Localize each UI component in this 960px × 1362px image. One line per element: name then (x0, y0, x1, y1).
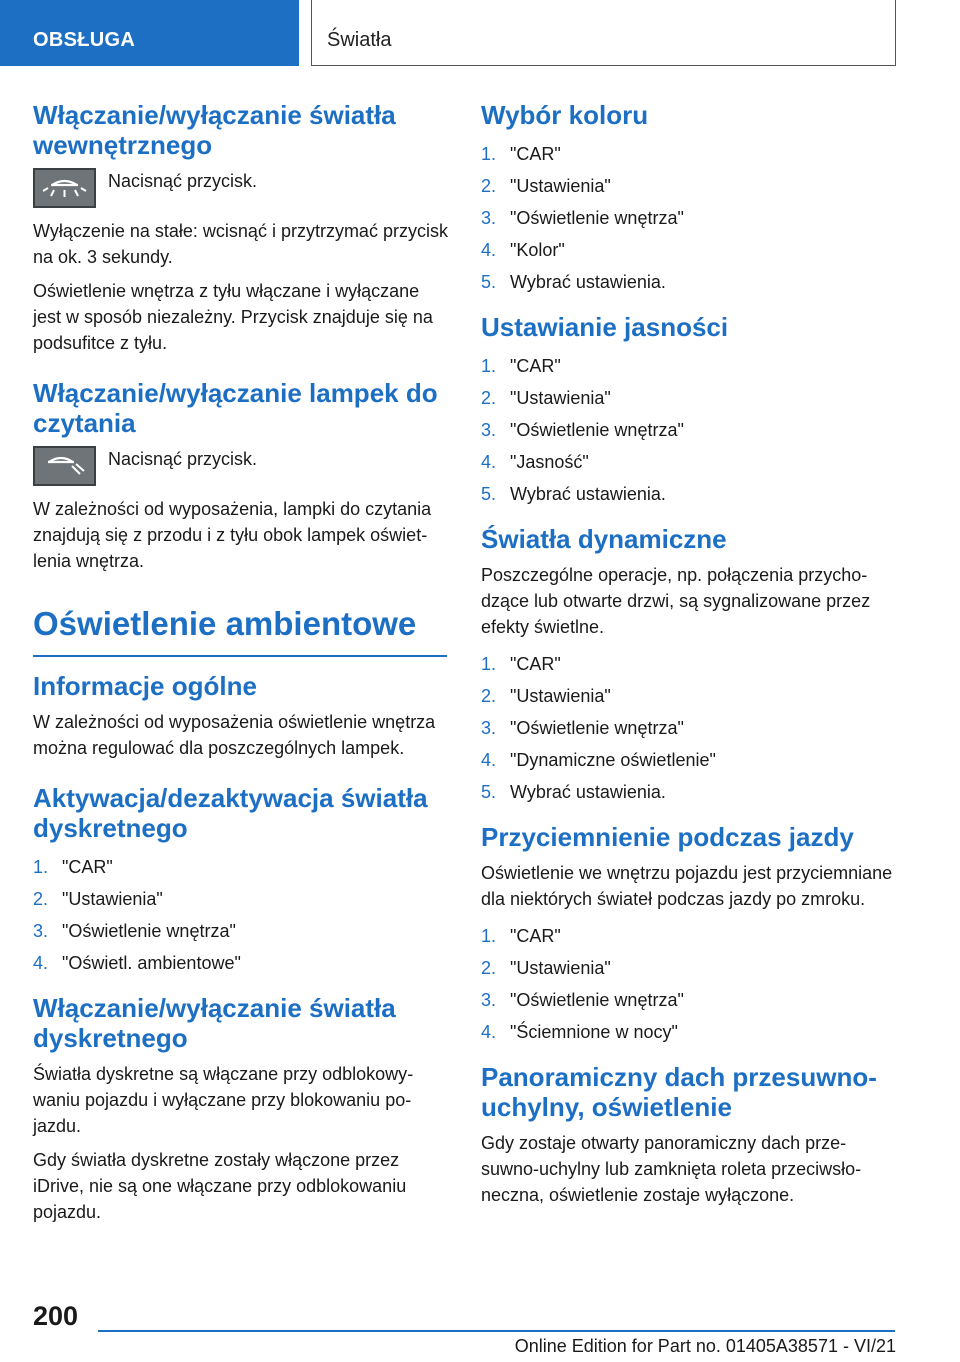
section-title: Przyciemnienie podczas jazdy (481, 822, 854, 852)
paragraph: Światła dyskretne są włączane przy odblokowywaniu pojazdu i wyłączane przy blokowaniu pojazdu. (33, 1063, 414, 1136)
section-title: Informacje ogólne (33, 670, 257, 701)
section-title: Włączanie/wyłączanie światła wewnętrznego (33, 100, 396, 160)
list-item: 1. "CAR" (33, 856, 113, 877)
section-title: Wybór koloru (481, 100, 649, 130)
steps-list (481, 648, 897, 808)
section-title: Włączanie/wyłączanie światła dyskretnego (33, 992, 396, 1053)
page-header (0, 0, 960, 66)
page-number: 200 (33, 1301, 79, 1331)
list-item: 4. "Dynamiczne oświetlenie" (481, 750, 716, 770)
section-title: Światła dynamiczne (481, 524, 727, 554)
interior-light-icon (33, 168, 96, 208)
list-item: 4. "Kolor" (481, 240, 565, 260)
chapter-title: Światła (311, 0, 896, 66)
list-item: 4. "Oświetl. ambientowe" (33, 952, 241, 973)
list-item: 1. "CAR" (481, 144, 561, 164)
steps-list (481, 138, 897, 298)
list-item: 2. "Ustawienia" (481, 176, 611, 196)
list-item: 2. "Ustawienia" (481, 958, 611, 978)
paragraph: Gdy zostaje otwarty panoramiczny dach przesuwno-uchylny lub zamknięta roleta przeciwsłoneczna, oświetlenie zostaje wyłączone. (481, 1133, 862, 1205)
list-item: 5. Wybrać ustawienia. (481, 484, 666, 504)
list-item: 1. "CAR" (481, 654, 561, 674)
paragraph: W zależności od wyposażenia, lampki do czytania znajdują się z przodu i z tyłu obok lampek oświetlenia wnętrza. (33, 499, 432, 571)
left-column (33, 100, 449, 1233)
section-tab: OBSŁUGA (0, 0, 299, 66)
button-row (33, 446, 449, 486)
list-item: 3. "Oświetlenie wnętrza" (481, 420, 684, 440)
heading-rule (33, 655, 447, 657)
list-item: 2. "Ustawienia" (33, 888, 163, 909)
section-title: Panoramiczny dach przesuwno-uchylny, oświetlenie (481, 1062, 877, 1122)
paragraph: Poszczególne operacje, np. połączenia przychodzące lub otwarte drzwi, są sygnalizowane przez efekty świetlne. (481, 565, 871, 637)
page-footer (0, 1290, 960, 1362)
list-item: 3. "Oświetlenie wnętrza" (481, 718, 684, 738)
right-column (481, 100, 897, 1216)
list-item: 3. "Oświetlenie wnętrza" (481, 990, 684, 1010)
reading-light-icon (33, 446, 96, 486)
section-title: Ustawianie jasności (481, 312, 729, 342)
steps-list (33, 851, 449, 979)
edition-text: Online Edition for Part no. 01405A38571 - VI/21 (514, 1336, 896, 1356)
section-title: Włączanie/wyłączanie lampek do czytania (33, 378, 438, 438)
paragraph: Gdy światła dyskretne zostały włączone przez iDrive, nie są one włączane przy odblokowaniu pojazdu. (33, 1149, 407, 1222)
footer-rule (98, 1330, 895, 1332)
button-instruction: Nacisnąć przycisk. (108, 171, 258, 191)
paragraph: Wyłączenie na stałe: wcisnąć i przytrzymać przycisk na ok. 3 sekundy. (33, 221, 448, 267)
list-item: 4. "Ściemnione w nocy" (481, 1022, 678, 1042)
steps-list (481, 920, 897, 1048)
button-instruction: Nacisnąć przycisk. (108, 449, 258, 469)
button-row (33, 168, 449, 208)
paragraph: Oświetlenie wnętrza z tyłu włączane i wyłączane jest w sposób niezależny. Przycisk znajduje się na podsufitce z tyłu. (33, 281, 433, 353)
section-title: Aktywacja/dezaktywacja światła dyskretnego (33, 782, 428, 843)
paragraph: W zależności od wyposażenia oświetlenie wnętrza można regulować dla poszczególnych lampek. (33, 711, 436, 758)
list-item: 5. Wybrać ustawienia. (481, 782, 666, 802)
list-item: 1. "CAR" (481, 356, 561, 376)
chapter-heading: Oświetlenie ambientowe (33, 605, 417, 642)
paragraph: Oświetlenie we wnętrzu pojazdu jest przyciemniane dla niektórych świateł podczas jazdy po zmroku. (481, 863, 893, 909)
list-item: 5. Wybrać ustawienia. (481, 272, 666, 292)
steps-list (481, 350, 897, 510)
list-item: 2. "Ustawienia" (481, 388, 611, 408)
list-item: 3. "Oświetlenie wnętrza" (33, 920, 236, 941)
list-item: 2. "Ustawienia" (481, 686, 611, 706)
list-item: 3. "Oświetlenie wnętrza" (481, 208, 684, 228)
list-item: 1. "CAR" (481, 926, 561, 946)
list-item: 4. "Jasność" (481, 452, 589, 472)
